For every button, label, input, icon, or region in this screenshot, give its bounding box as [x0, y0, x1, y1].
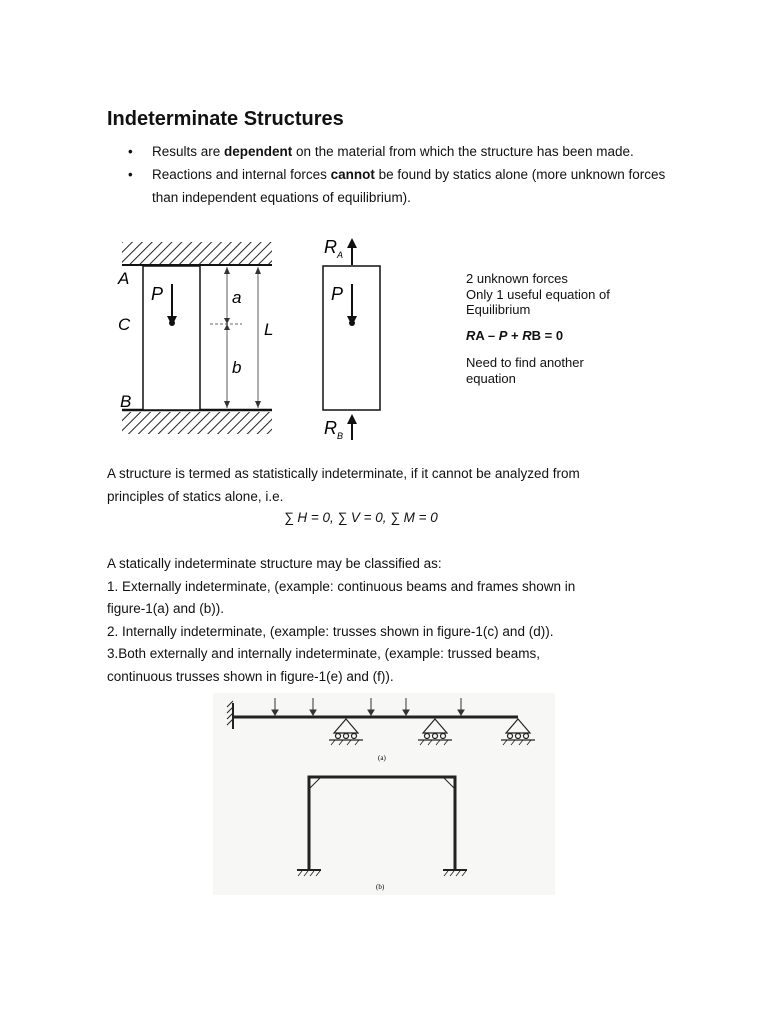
- caption-b: (b): [376, 883, 385, 891]
- bullet-bold-text: cannot: [330, 167, 375, 182]
- definition-line: principles of statics alone, i.e.: [107, 489, 284, 504]
- dimension-arrowhead: [224, 401, 230, 408]
- note-line: Need to find another: [466, 355, 584, 370]
- roller-supports: [329, 719, 535, 740]
- classification-line: 3.Both externally and internally indeterminate, (example: trussed beams,: [107, 646, 540, 661]
- equilibrium-note: [466, 271, 610, 386]
- bullet-item: [107, 140, 667, 163]
- label-a-point: A: [118, 269, 130, 288]
- bullet-text: Results are: [152, 144, 225, 159]
- dimension-arrowhead: [224, 318, 230, 324]
- top-support-hatch: [122, 242, 272, 264]
- classification-line: continuous trusses shown in figure-1(e) and (f)).: [107, 669, 394, 684]
- statics-equations: ∑ H = 0, ∑ V = 0, ∑ M = 0: [284, 510, 438, 525]
- support-ground-hatch: [331, 740, 531, 745]
- label-l: L: [264, 320, 274, 339]
- caption-a: (a): [378, 754, 386, 762]
- beam-loads: [272, 698, 464, 715]
- page-title: Indeterminate Structures: [107, 108, 344, 130]
- classification-line: 2. Internally indeterminate, (example: trusses shown in figure-1(c) and (d)).: [107, 624, 554, 639]
- definition-line: A structure is termed as statistically indeterminate, if it cannot be analyzed from: [107, 466, 580, 481]
- bullet-text: be found by statics alone (more unknown forces than independent equations of equilibrium).: [152, 167, 666, 205]
- dimension-arrowhead: [224, 324, 230, 330]
- label-c-point: C: [118, 315, 131, 334]
- reaction-ra-arrowhead: [347, 238, 357, 248]
- bullet-text: Reactions and internal forces: [152, 167, 331, 182]
- equilibrium-equation: RA – P + RB = 0: [466, 327, 564, 343]
- label-b-point: B: [120, 392, 132, 411]
- classification-line: figure-1(a) and (b)).: [107, 601, 225, 616]
- bullet-item: [107, 163, 667, 209]
- frame-joints: [309, 777, 455, 789]
- label-p-free-body: P: [331, 284, 344, 304]
- beam-frame-figure: [213, 693, 555, 895]
- load-point: [349, 320, 355, 326]
- load-point: [169, 320, 175, 326]
- label-ra: $R_A$: [324, 237, 344, 260]
- label-rb: $R_B$: [324, 418, 344, 441]
- label-b-dimension: b: [232, 358, 242, 377]
- bullet-list: [107, 140, 667, 209]
- reaction-rb-arrowhead: [347, 414, 357, 424]
- note-line: 2 unknown forces: [466, 271, 568, 286]
- dimension-arrowhead: [255, 267, 261, 274]
- dimension-arrowhead: [255, 401, 261, 408]
- note-line: Only 1 useful equation of: [466, 286, 610, 302]
- portal-frame: [309, 777, 455, 869]
- classification-line: 1. Externally indeterminate, (example: continuous beams and frames shown in: [107, 579, 576, 594]
- note-line: Equilibrium: [466, 302, 531, 317]
- label-p: P: [151, 284, 164, 304]
- note-line: equation: [466, 370, 516, 386]
- bullet-dot: •: [128, 144, 133, 159]
- dimension-arrowhead: [224, 267, 230, 274]
- bar-diagram: [110, 234, 450, 444]
- bullet-bold-text: dependent: [224, 144, 293, 159]
- bottom-support-hatch: [122, 412, 272, 434]
- bullet-text: on the material from which the structure has been made.: [292, 144, 634, 159]
- label-a-dimension: a: [232, 288, 242, 307]
- classification-line: A statically indeterminate structure may be classified as:: [107, 556, 442, 571]
- frame-base-hatch: [298, 871, 466, 876]
- bullet-dot: •: [128, 167, 133, 182]
